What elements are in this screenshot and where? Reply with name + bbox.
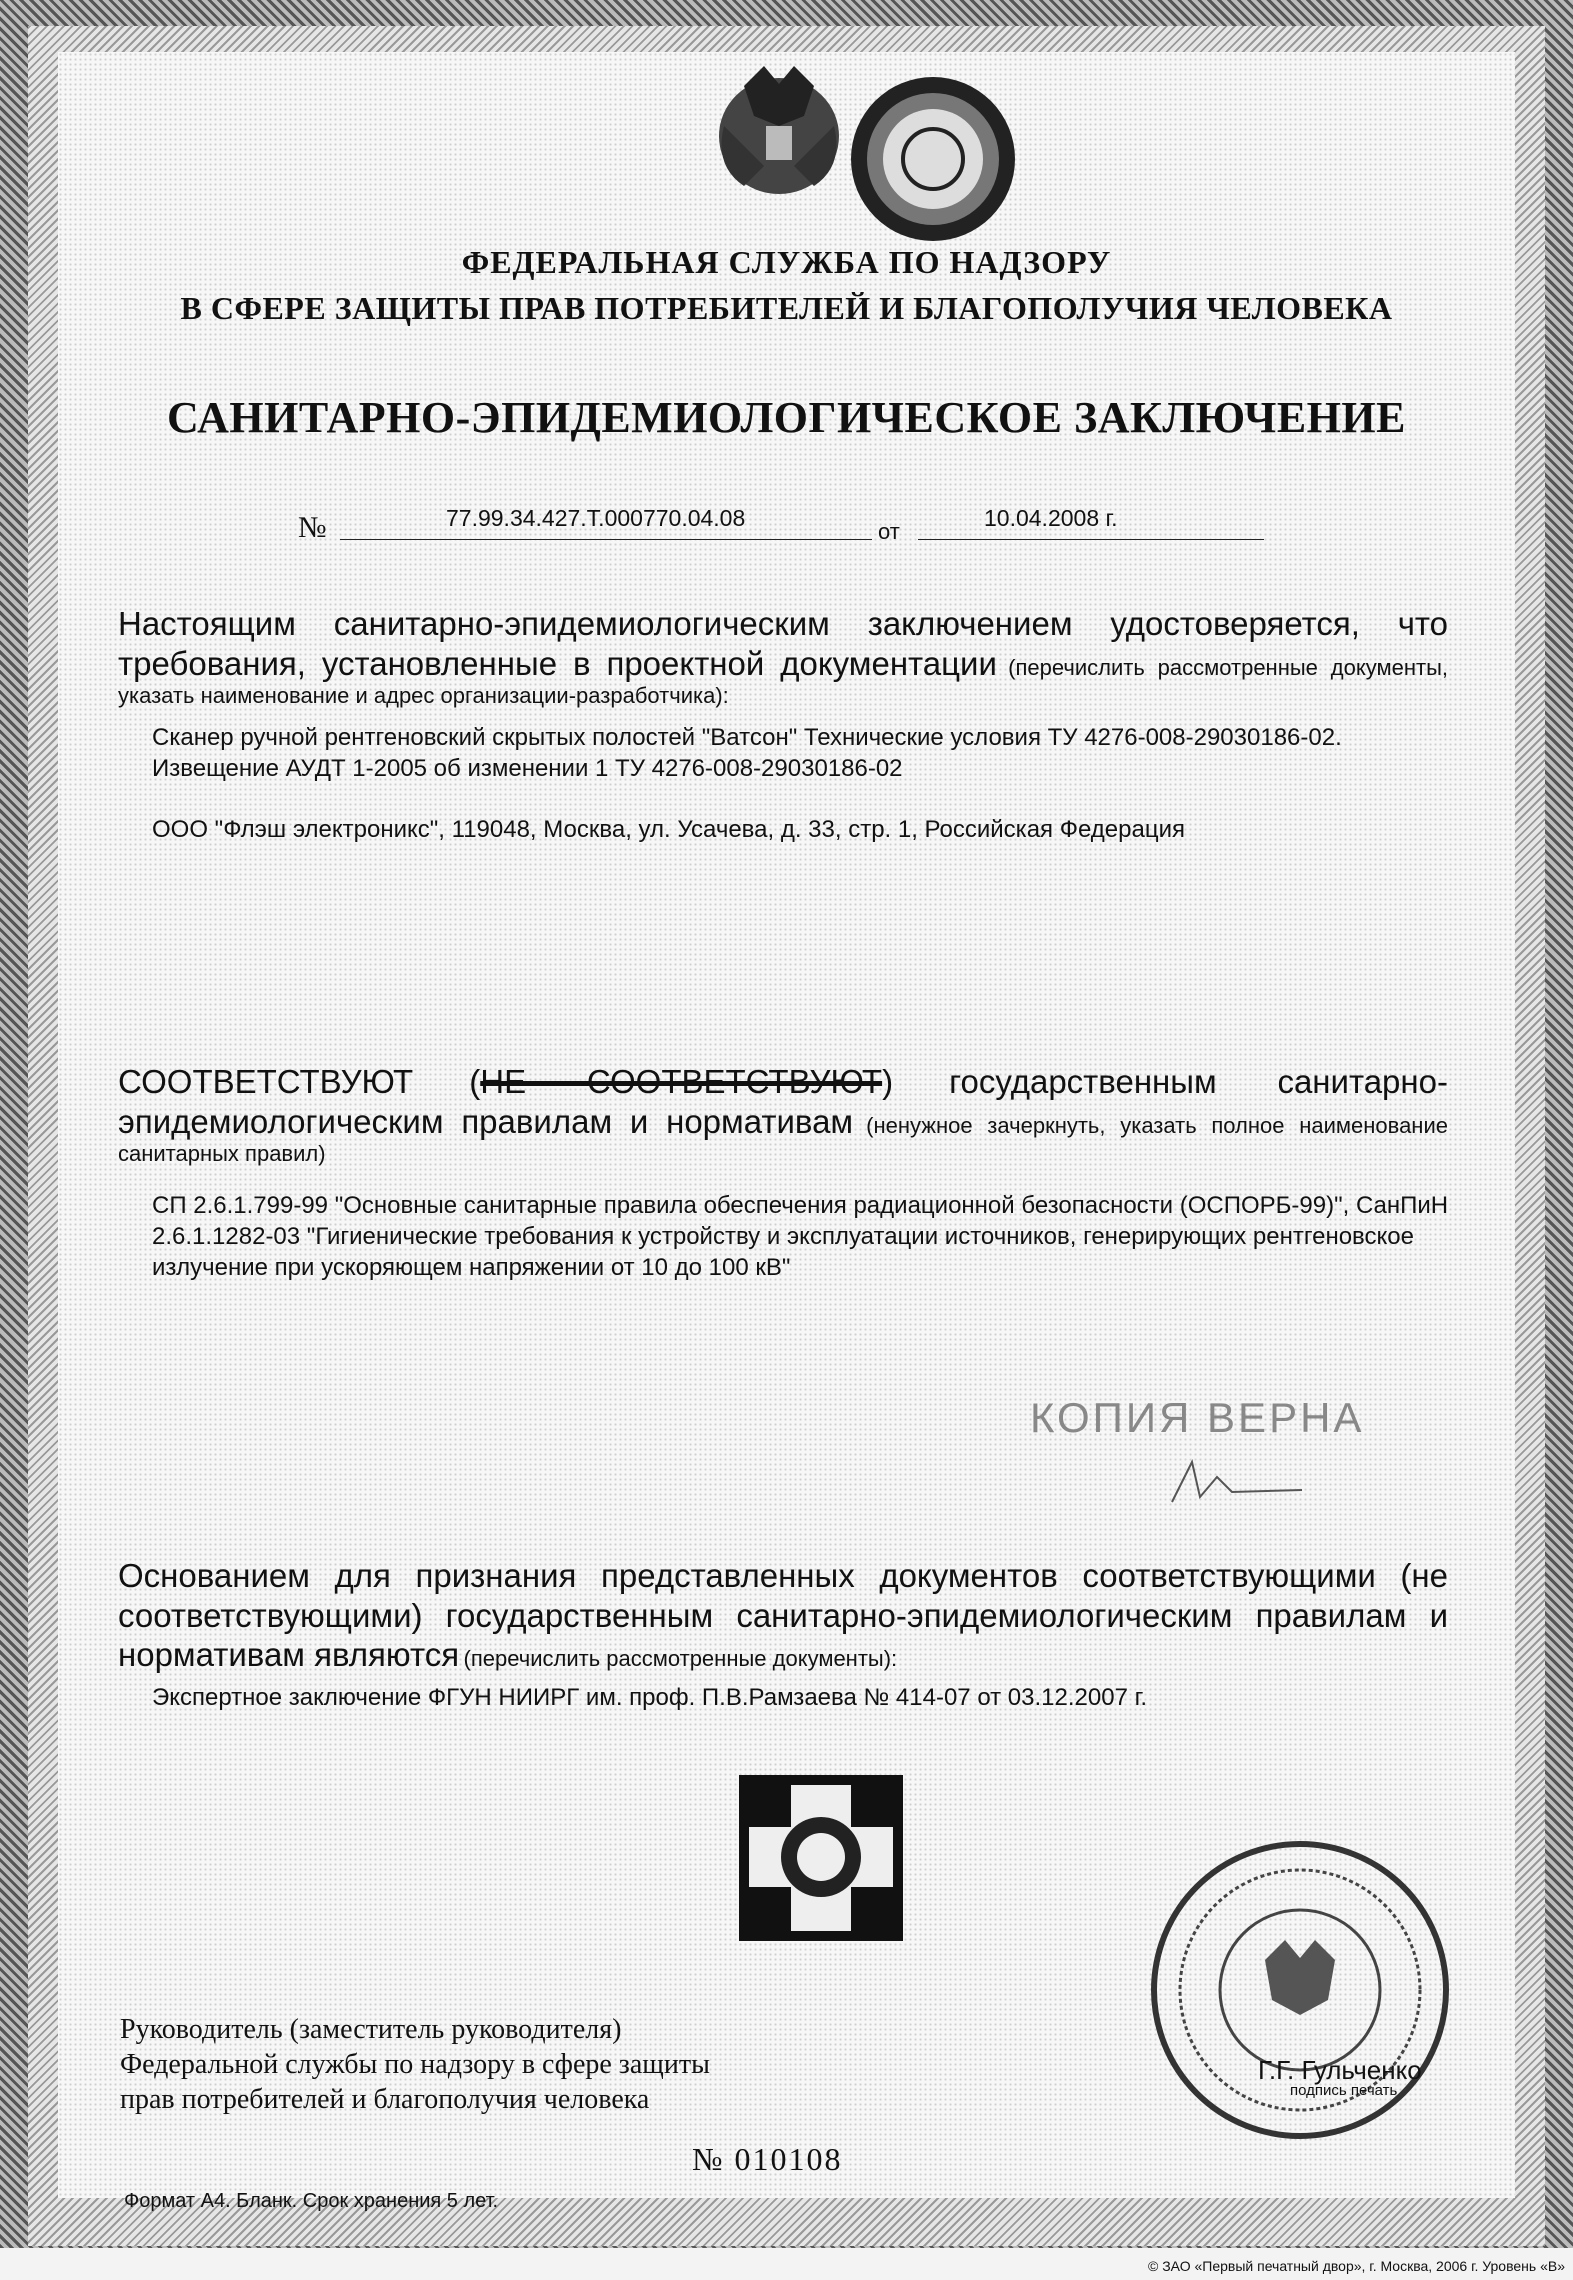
developer-organization: ООО "Флэш электроникс", 119048, Москва, ул. Усачева, д. 33, стр. 1, Российская Федерация bbox=[152, 816, 1185, 843]
service-logo-seal bbox=[848, 74, 1018, 244]
intro-paragraph bbox=[118, 604, 1448, 710]
signatory-line-2: Федеральной службы по надзору в сфере защиты bbox=[120, 2049, 710, 2080]
certification-mark-logo bbox=[739, 1775, 903, 1941]
document-title: САНИТАРНО-ЭПИДЕМИОЛОГИЧЕСКОЕ ЗАКЛЮЧЕНИЕ bbox=[167, 393, 1406, 442]
signatory-position bbox=[120, 2012, 710, 2117]
handwritten-signature bbox=[1162, 1452, 1312, 1512]
basis-text: Основанием для признания представленных документов соответствующими (не соответствующими) государственным санитарно-эпидемиологическим правилам и нормативам являются bbox=[118, 1557, 1448, 1674]
number-underline bbox=[340, 539, 872, 540]
intro-text: Настоящим санитарно-эпидемиологическим заключением удостоверяется, что требования, установленные в проектной документации bbox=[118, 605, 1448, 682]
conformity-rest: государственным санитарно-эпидемиологическим правилам и нормативам bbox=[118, 1063, 1448, 1140]
blank-number: № 010108 bbox=[692, 2141, 843, 2177]
signatory-line-1: Руководитель (заместитель руководителя) bbox=[120, 2014, 622, 2045]
conformity-no-struck: НЕ СООТВЕТСТВУЮТ bbox=[480, 1063, 883, 1100]
product-description: Сканер ручной рентгеновский скрытых полостей "Ватсон" Технические условия ТУ 4276-008-29030186-02. Извещение АУДТ 1-2005 об изменении 1 ТУ 4276-008-29030186-02 bbox=[152, 724, 1342, 783]
sanitary-rules: СП 2.6.1.799-99 "Основные санитарные правила обеспечения радиационной безопасности (ОСПОРБ-99)", СанПиН 2.6.1.1282-03 "Гигиенические требования к устройству и эксплуатации источников, генерирующих рентгеновское излучение при ускоряющем напряжении от 10 до 100 кВ" bbox=[152, 1192, 1449, 1282]
double-headed-eagle-emblem bbox=[704, 56, 854, 206]
expert-conclusion: Экспертное заключение ФГУН НИИРГ им. проф. П.В.Рамзаева № 414-07 от 03.12.2007 г. bbox=[152, 1684, 1148, 1711]
date-underline bbox=[918, 539, 1264, 540]
certificate-number: 77.99.34.427.Т.000770.04.08 bbox=[446, 505, 746, 531]
signatory-line-3: прав потребителей и благополучия человека bbox=[120, 2084, 650, 2115]
conformity-paragraph: СООТВЕТСТВУЮТ (НЕ СООТВЕТСТВУЮТ) государственным санитарно-эпидемиологическим правилам и нормативам (ненужное зачеркнуть, указать полное наименование санитарных правил) bbox=[118, 1063, 1448, 1167]
conformity-yes: СООТВЕТСТВУЮТ bbox=[118, 1063, 414, 1100]
signature-caption: подпись печать bbox=[1290, 2082, 1398, 2099]
number-sign: № bbox=[298, 511, 327, 544]
header-line-2: В СФЕРЕ ЗАЩИТЫ ПРАВ ПОТРЕБИТЕЛЕЙ И БЛАГОПОЛУЧИЯ ЧЕЛОВЕКА bbox=[180, 290, 1393, 326]
copy-certified-stamp: КОПИЯ ВЕРНА bbox=[1030, 1394, 1365, 1441]
certificate-date: 10.04.2008 г. bbox=[984, 505, 1118, 531]
format-note: Формат А4. Бланк. Срок хранения 5 лет. bbox=[124, 2190, 499, 2212]
basis-paragraph bbox=[118, 1556, 1448, 1675]
printer-imprint: © ЗАО «Первый печатный двор», г. Москва, 2006 г. Уровень «В» bbox=[1148, 2258, 1565, 2274]
header-line-1: ФЕДЕРАЛЬНАЯ СЛУЖБА ПО НАДЗОРУ bbox=[461, 244, 1112, 280]
intro-hint: (перечислить рассмотренные документы, указать наименование и адрес организации-разработчика): bbox=[118, 654, 1448, 709]
basis-hint: (перечислить рассмотренные документы): bbox=[463, 1646, 898, 1672]
signatory-name: Г.Г. Гульченко bbox=[1258, 2055, 1422, 2085]
conformity-hint: (ненужное зачеркнуть, указать полное наименование санитарных правил) bbox=[118, 1112, 1448, 1167]
certificate-number-line bbox=[298, 505, 1264, 545]
date-prefix: от bbox=[878, 519, 900, 544]
